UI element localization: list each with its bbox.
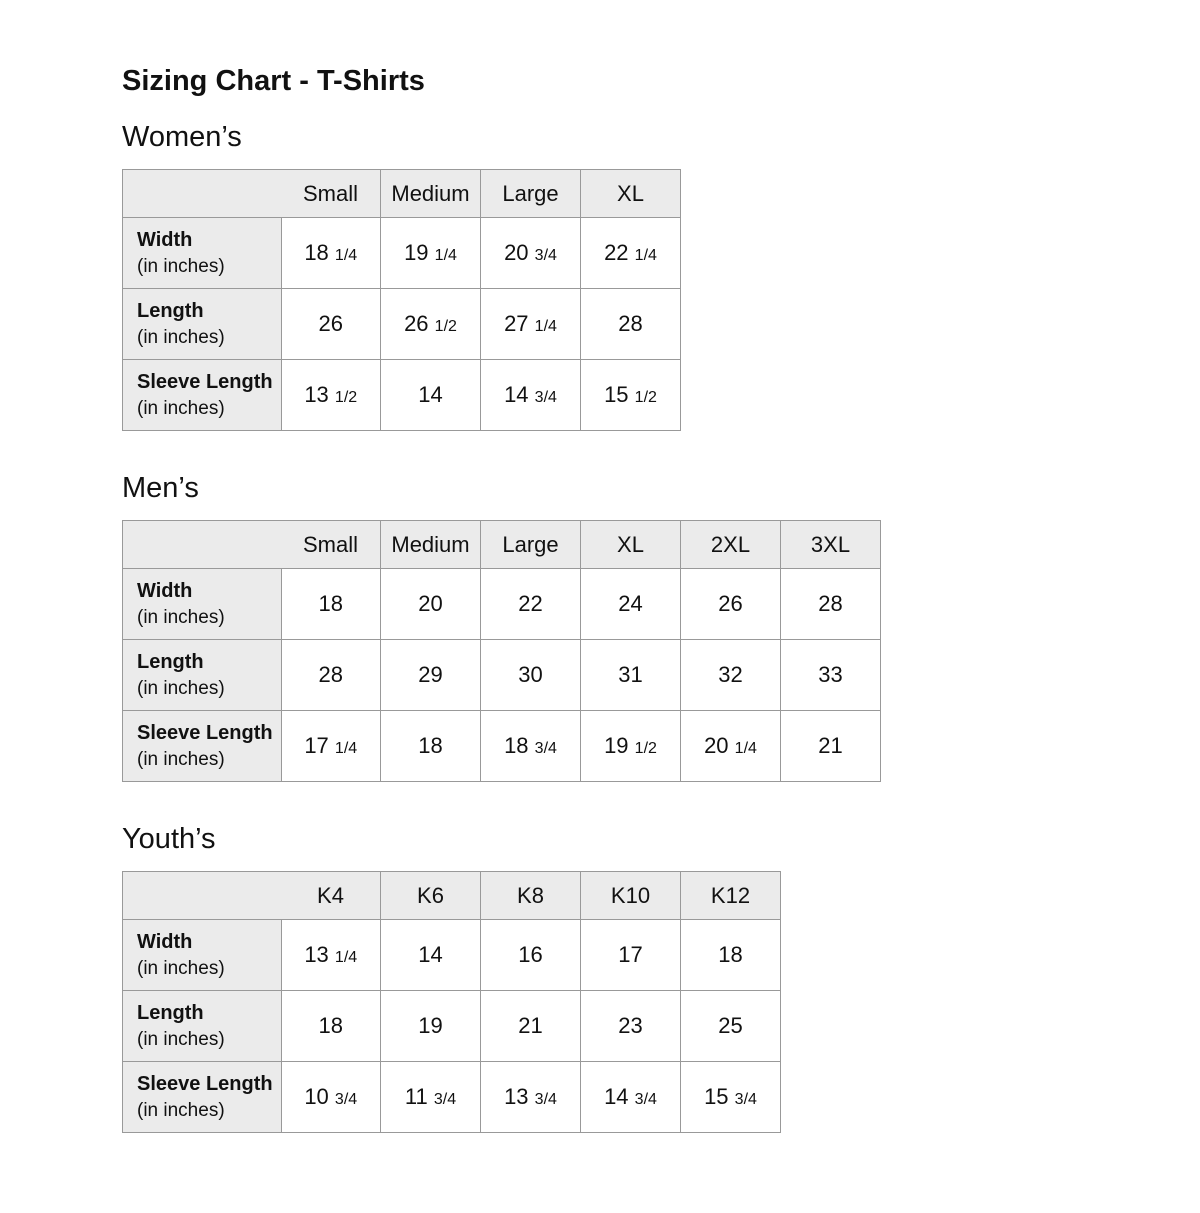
table-body xyxy=(123,920,781,1133)
size-value-cell xyxy=(381,711,481,782)
value-number: 28 xyxy=(618,311,643,336)
row-label-cell xyxy=(123,1062,282,1133)
size-value-cell xyxy=(481,1062,581,1133)
size-value-cell xyxy=(481,569,581,640)
value-number: 33 xyxy=(818,662,843,687)
size-value-cell xyxy=(581,360,681,431)
value-number: 21 xyxy=(818,733,843,758)
size-section-youths xyxy=(122,822,1160,1133)
size-value-cell xyxy=(581,218,681,289)
value-number: 19 xyxy=(404,240,429,265)
header-row xyxy=(123,170,681,218)
value-fraction: 1/4 xyxy=(734,740,757,757)
size-value-cell xyxy=(281,569,381,640)
size-value-cell xyxy=(581,569,681,640)
value-number: 14 xyxy=(418,382,443,407)
size-column-header: XL xyxy=(581,521,681,569)
row-sublabel: (in inches) xyxy=(137,606,225,628)
size-column-header: K6 xyxy=(381,872,481,920)
row-label-cell xyxy=(123,289,282,360)
size-value-cell xyxy=(681,991,781,1062)
row-label-cell xyxy=(123,711,282,782)
value-fraction: 1/2 xyxy=(434,318,457,335)
size-column-header: Large xyxy=(481,521,581,569)
size-value-cell xyxy=(481,991,581,1062)
value-fraction: 3/4 xyxy=(534,740,557,757)
measurement-row xyxy=(123,1062,781,1133)
value-number: 29 xyxy=(418,662,443,687)
size-value-cell xyxy=(281,991,381,1062)
size-value-cell xyxy=(281,289,381,360)
size-value-cell xyxy=(381,360,481,431)
value-number: 10 xyxy=(304,1084,329,1109)
size-value-cell xyxy=(281,711,381,782)
size-column-header: XL xyxy=(581,170,681,218)
row-sublabel: (in inches) xyxy=(137,1028,225,1050)
size-value-cell xyxy=(281,360,381,431)
value-fraction: 1/4 xyxy=(634,247,657,264)
table-header xyxy=(123,170,681,218)
row-label: Length xyxy=(137,1001,204,1024)
value-number: 13 xyxy=(304,942,329,967)
corner-cell xyxy=(123,872,282,920)
size-table-mens xyxy=(122,520,881,782)
size-value-cell xyxy=(681,1062,781,1133)
row-label-cell xyxy=(123,920,282,991)
value-number: 26 xyxy=(404,311,429,336)
size-column-header: Medium xyxy=(381,170,481,218)
size-value-cell xyxy=(581,640,681,711)
value-number: 13 xyxy=(504,1084,529,1109)
row-label: Length xyxy=(137,299,204,322)
section-heading-mens: Men’s xyxy=(122,472,199,504)
value-number: 21 xyxy=(518,1013,543,1038)
value-number: 28 xyxy=(818,591,843,616)
measurement-row xyxy=(123,640,881,711)
row-label: Sleeve Length xyxy=(137,370,273,393)
value-number: 15 xyxy=(604,382,629,407)
size-value-cell xyxy=(781,711,881,782)
value-number: 14 xyxy=(418,942,443,967)
value-number: 26 xyxy=(318,311,343,336)
size-value-cell xyxy=(381,920,481,991)
value-number: 15 xyxy=(704,1084,729,1109)
value-number: 23 xyxy=(618,1013,643,1038)
size-value-cell xyxy=(581,1062,681,1133)
row-label: Width xyxy=(137,579,193,602)
size-value-cell xyxy=(481,920,581,991)
value-number: 32 xyxy=(718,662,743,687)
value-fraction: 3/4 xyxy=(734,1091,757,1108)
measurement-row xyxy=(123,360,681,431)
value-number: 18 xyxy=(418,733,443,758)
size-value-cell xyxy=(381,569,481,640)
value-number: 26 xyxy=(718,591,743,616)
value-number: 27 xyxy=(504,311,529,336)
value-number: 13 xyxy=(304,382,329,407)
value-number: 24 xyxy=(618,591,643,616)
size-value-cell xyxy=(381,218,481,289)
value-number: 22 xyxy=(518,591,543,616)
row-sublabel: (in inches) xyxy=(137,1099,225,1121)
value-fraction: 1/2 xyxy=(634,389,657,406)
size-column-header: 2XL xyxy=(681,521,781,569)
measurement-row xyxy=(123,991,781,1062)
value-number: 18 xyxy=(718,942,743,967)
value-number: 14 xyxy=(504,382,529,407)
value-number: 16 xyxy=(518,942,543,967)
section-heading-youths: Youth’s xyxy=(122,823,216,855)
value-fraction: 3/4 xyxy=(634,1091,657,1108)
size-value-cell xyxy=(481,640,581,711)
measurement-row xyxy=(123,920,781,991)
size-column-header: 3XL xyxy=(781,521,881,569)
value-fraction: 3/4 xyxy=(534,247,557,264)
row-sublabel: (in inches) xyxy=(137,748,225,770)
size-value-cell xyxy=(681,640,781,711)
value-fraction: 1/4 xyxy=(334,740,358,757)
size-value-cell xyxy=(581,289,681,360)
size-value-cell xyxy=(281,1062,381,1133)
corner-cell xyxy=(123,170,282,218)
value-number: 25 xyxy=(718,1013,743,1038)
size-value-cell xyxy=(381,991,481,1062)
size-column-header: Medium xyxy=(381,521,481,569)
value-number: 20 xyxy=(704,733,729,758)
size-value-cell xyxy=(581,711,681,782)
measurement-row xyxy=(123,218,681,289)
value-fraction: 3/4 xyxy=(534,1091,557,1108)
size-table-youths xyxy=(122,871,781,1133)
row-label: Sleeve Length xyxy=(137,1072,273,1095)
value-fraction: 1/2 xyxy=(634,740,657,757)
size-value-cell xyxy=(481,711,581,782)
value-fraction: 1/4 xyxy=(434,247,457,264)
size-value-cell xyxy=(781,569,881,640)
value-number: 20 xyxy=(418,591,443,616)
value-fraction: 1/4 xyxy=(534,318,557,335)
page-title: Sizing Chart - T-Shirts xyxy=(122,65,425,97)
table-body xyxy=(123,218,681,431)
header-row xyxy=(123,872,781,920)
table-body xyxy=(123,569,881,782)
size-table-womens xyxy=(122,169,681,431)
size-column-header: K4 xyxy=(281,872,381,920)
value-number: 22 xyxy=(604,240,629,265)
row-label-cell xyxy=(123,360,282,431)
row-sublabel: (in inches) xyxy=(137,677,225,699)
value-fraction: 3/4 xyxy=(433,1091,457,1108)
value-number: 11 xyxy=(404,1084,428,1109)
row-sublabel: (in inches) xyxy=(137,255,225,277)
sections xyxy=(122,120,1160,1133)
value-number: 19 xyxy=(418,1013,443,1038)
value-number: 20 xyxy=(504,240,529,265)
section-heading-womens: Women’s xyxy=(122,121,242,153)
table-header xyxy=(123,521,881,569)
value-number: 17 xyxy=(618,942,643,967)
size-column-header: K10 xyxy=(581,872,681,920)
size-value-cell xyxy=(481,360,581,431)
size-column-header: Small xyxy=(281,521,381,569)
size-value-cell xyxy=(581,991,681,1062)
row-label: Sleeve Length xyxy=(137,721,273,744)
row-label: Length xyxy=(137,650,204,673)
table-header xyxy=(123,872,781,920)
size-value-cell xyxy=(281,218,381,289)
size-value-cell xyxy=(481,289,581,360)
value-fraction: 1/4 xyxy=(334,247,358,264)
value-number: 17 xyxy=(304,733,329,758)
row-sublabel: (in inches) xyxy=(137,326,225,348)
value-number: 18 xyxy=(318,1013,343,1038)
row-label: Width xyxy=(137,228,193,251)
size-column-header: K8 xyxy=(481,872,581,920)
size-value-cell xyxy=(481,218,581,289)
value-number: 19 xyxy=(604,733,629,758)
size-column-header: Small xyxy=(281,170,381,218)
row-label: Width xyxy=(137,930,193,953)
size-column-header: K12 xyxy=(681,872,781,920)
row-label-cell xyxy=(123,991,282,1062)
size-value-cell xyxy=(681,711,781,782)
value-number: 14 xyxy=(604,1084,629,1109)
value-number: 18 xyxy=(504,733,529,758)
size-section-mens xyxy=(122,471,1160,782)
measurement-row xyxy=(123,711,881,782)
size-value-cell xyxy=(681,569,781,640)
size-value-cell xyxy=(781,640,881,711)
row-label-cell xyxy=(123,569,282,640)
value-fraction: 3/4 xyxy=(334,1091,358,1108)
size-value-cell xyxy=(381,1062,481,1133)
row-label-cell xyxy=(123,640,282,711)
value-fraction: 3/4 xyxy=(534,389,557,406)
value-number: 28 xyxy=(318,662,343,687)
row-label-cell xyxy=(123,218,282,289)
corner-cell xyxy=(123,521,282,569)
size-value-cell xyxy=(281,640,381,711)
value-number: 18 xyxy=(304,240,329,265)
size-value-cell xyxy=(381,289,481,360)
size-value-cell xyxy=(381,640,481,711)
size-section-womens xyxy=(122,120,1160,431)
value-number: 31 xyxy=(618,662,643,687)
value-number: 18 xyxy=(318,591,343,616)
row-sublabel: (in inches) xyxy=(137,957,225,979)
header-row xyxy=(123,521,881,569)
size-column-header: Large xyxy=(481,170,581,218)
measurement-row xyxy=(123,569,881,640)
value-number: 30 xyxy=(518,662,543,687)
value-fraction: 1/2 xyxy=(334,389,358,406)
size-value-cell xyxy=(581,920,681,991)
value-fraction: 1/4 xyxy=(334,949,358,966)
measurement-row xyxy=(123,289,681,360)
size-value-cell xyxy=(281,920,381,991)
row-sublabel: (in inches) xyxy=(137,397,225,419)
size-value-cell xyxy=(681,920,781,991)
